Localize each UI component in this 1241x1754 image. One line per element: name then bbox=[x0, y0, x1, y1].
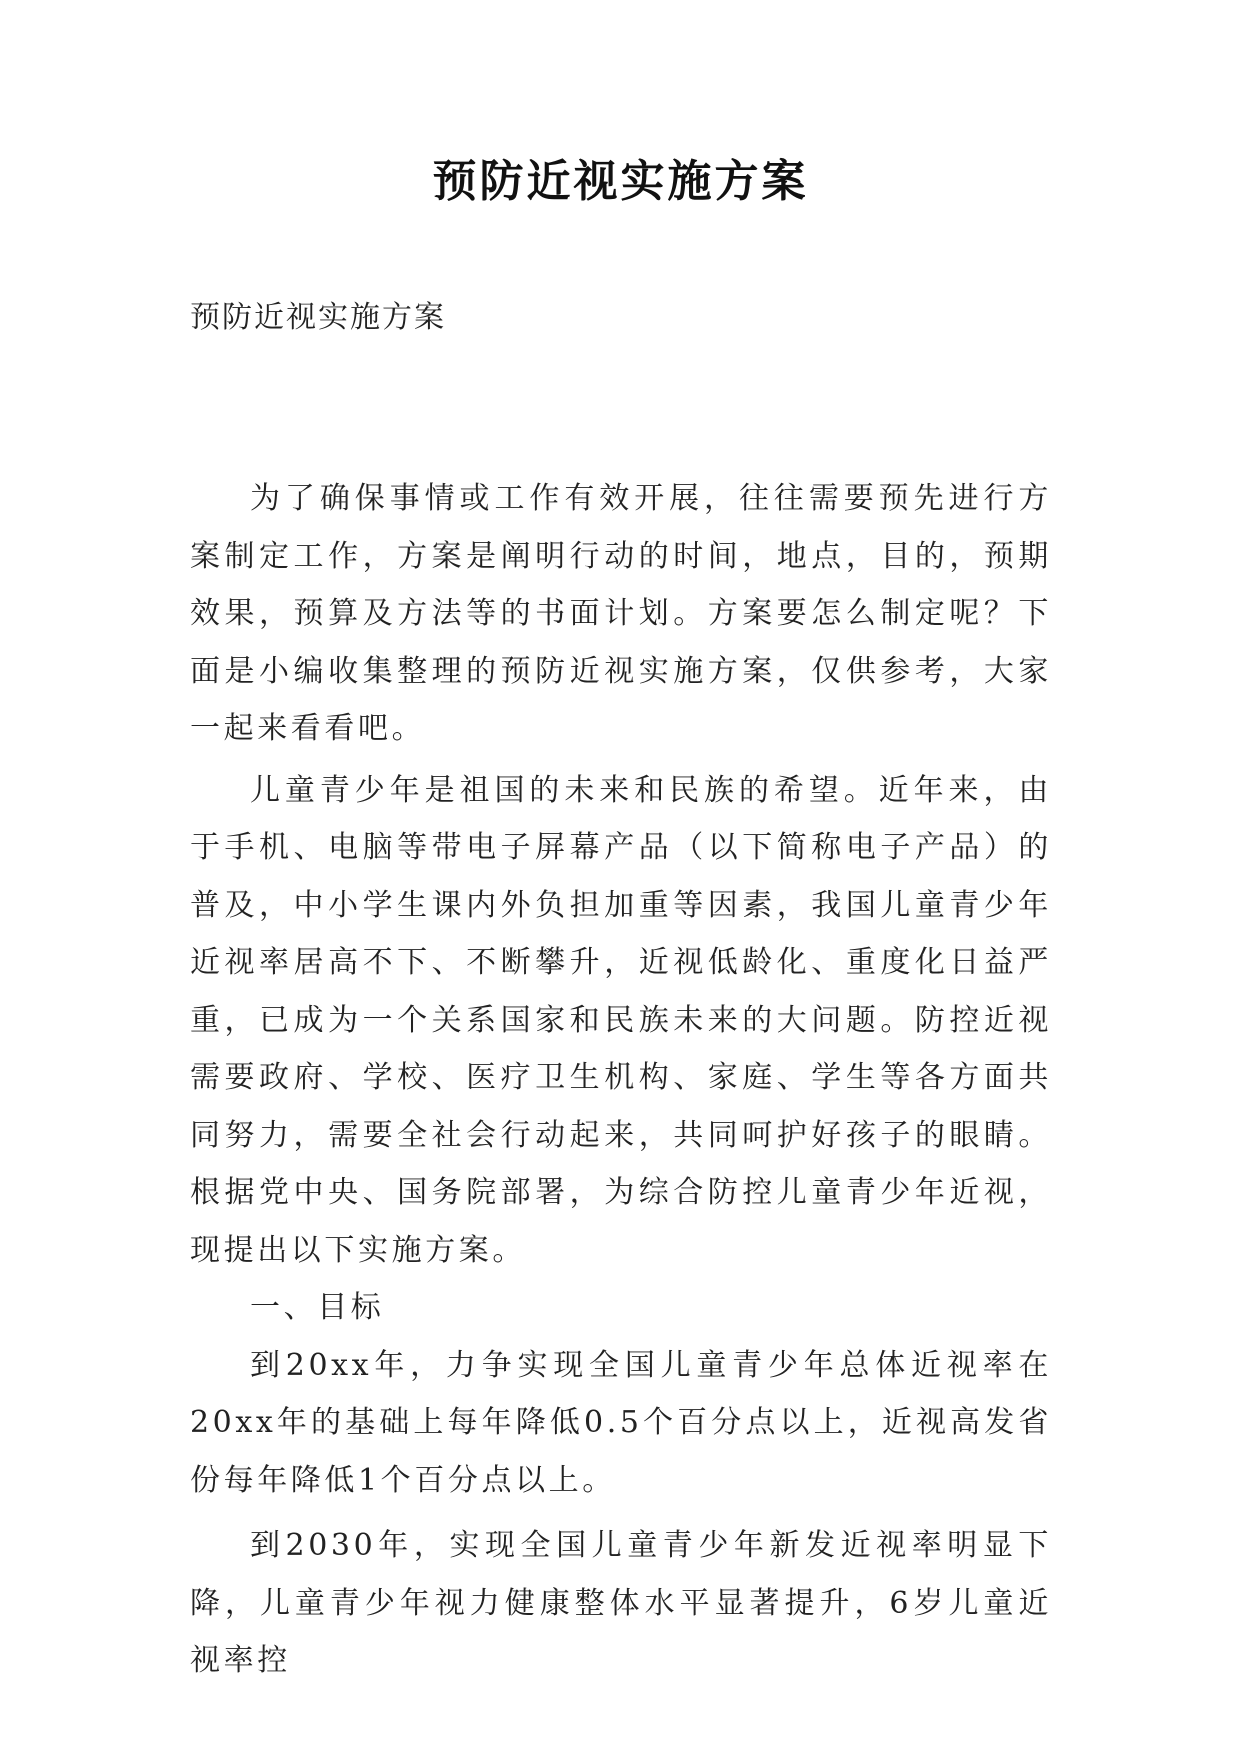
document-body bbox=[190, 470, 1052, 1690]
document-title: 预防近视实施方案 bbox=[432, 156, 809, 207]
document-subtitle: 预防近视实施方案 bbox=[190, 300, 446, 335]
section-heading-goals: 一、目标 bbox=[250, 1290, 385, 1325]
paragraph-background: 儿童青少年是祖国的未来和民族的希望。近年来，由于手机、电脑等带电子屏幕产品（以下简称电子产品）的普及，中小学生课内外负担加重等因素，我国儿童青少年近视率居高不下、不断攀升，近视低龄化、重度化日益严重，已成为一个关系国家和民族未来的大问题。防控近视需要政府、学校、医疗卫生机构、家庭、学生等各方面共同努力，需要全社会行动起来，共同呵护好孩子的眼睛。根据党中央、国务院部署，为综合防控儿童青少年近视，现提出以下实施方案。 bbox=[190, 772, 1052, 1268]
paragraph-goal-near-term: 到20xx年，力争实现全国儿童青少年总体近视率在20xx年的基础上每年降低0.5个百分点以上，近视高发省份每年降低1个百分点以上。 bbox=[190, 1347, 1052, 1498]
paragraph-goal-2030: 到2030年，实现全国儿童青少年新发近视率明显下降，儿童青少年视力健康整体水平显著提升，6岁儿童近视率控 bbox=[190, 1528, 1052, 1678]
paragraph-intro: 为了确保事情或工作有效开展，往往需要预先进行方案制定工作，方案是阐明行动的时间，地点，目的，预期效果，预算及方法等的书面计划。方案要怎么制定呢？下面是小编收集整理的预防近视实施方案，仅供参考，大家一起来看看吧。 bbox=[190, 481, 1052, 746]
